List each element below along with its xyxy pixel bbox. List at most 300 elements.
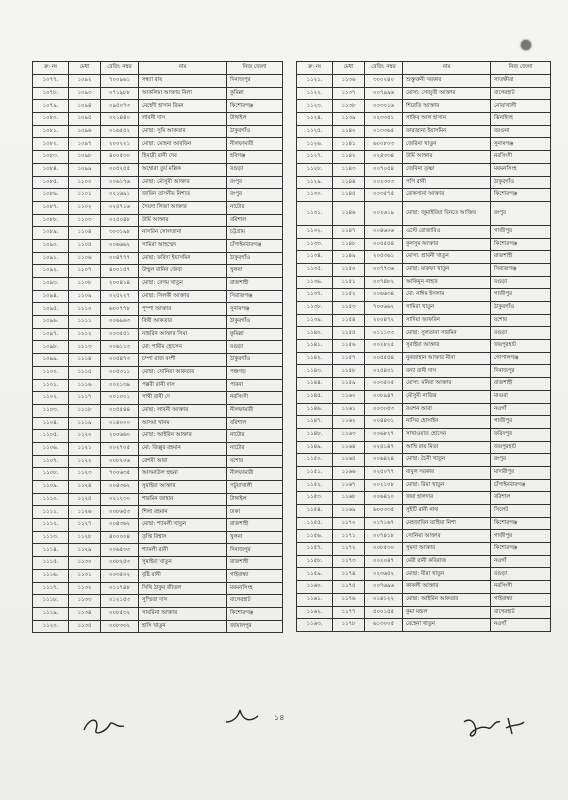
serial-cell: ১১২৯.	[297, 176, 333, 189]
serial-cell: ১১১৬.	[33, 569, 69, 582]
table-row	[33, 87, 283, 100]
merit-cell: ১১৩৬	[333, 75, 365, 88]
serial-cell: ১১৪৯.	[297, 441, 333, 454]
serial-cell: ১১৪৪.	[297, 378, 333, 391]
merit-cell: ১১১৮	[69, 404, 101, 417]
merit-cell: ১১২৪	[69, 481, 101, 494]
district-cell: নাটোর	[227, 430, 283, 443]
merit-cell: ১১২৭	[69, 519, 101, 532]
merit-cell: ১০৯৭	[69, 138, 101, 151]
table-row	[33, 519, 283, 532]
name-cell: নাসরিন সোলতানা	[139, 227, 227, 240]
merit-cell: ১১৫৮	[333, 365, 365, 378]
name-cell: রওশন আরা	[403, 403, 491, 416]
merit-cell: ১১৩৩	[69, 595, 101, 608]
table-row	[297, 492, 551, 505]
serial-cell: ১১৫২.	[297, 479, 333, 492]
merit-cell: ১১৩৫	[69, 620, 101, 633]
reg-cell: ০০৭৬৯৬	[365, 581, 403, 594]
name-cell: সিথি ঠাকুর জীতল	[139, 582, 227, 595]
table-row	[297, 87, 551, 100]
serial-cell: ১১৪৬.	[297, 403, 333, 416]
table-row	[297, 505, 551, 518]
serial-cell: ১১১২.	[33, 519, 69, 532]
district-cell: গাইবান্ধা	[491, 593, 551, 606]
serial-cell: ১০৮৬.	[33, 189, 69, 202]
merit-cell: ১১৪৫	[333, 189, 365, 202]
name-cell: মোছা: শ্যামলী খাতুন	[139, 519, 227, 532]
table-row	[297, 581, 551, 594]
district-cell: ঝিনাইদহ	[491, 113, 551, 126]
merit-cell: ১১৭৬	[333, 593, 365, 606]
name-cell: আকলিমা আক্তার নিলা	[139, 87, 227, 100]
name-cell: মোসা: মনিরা আক্তার	[403, 378, 491, 391]
table-row	[33, 100, 283, 113]
table-row	[297, 352, 551, 365]
serial-cell: ১১০৩.	[33, 404, 69, 417]
district-cell: নরসিংদী	[491, 151, 551, 164]
merit-cell: ১১৬২	[333, 416, 365, 429]
merit-cell: ১১০০	[69, 176, 101, 189]
serial-cell: ১১১০.	[33, 493, 69, 506]
serial-cell: ১১১৭.	[33, 582, 69, 595]
serial-cell: ১১১১.	[33, 506, 69, 519]
district-cell: বগুড়া	[227, 163, 283, 176]
reg-cell: ০০৩০১৬	[365, 100, 403, 113]
name-cell: শারমিন জাহান	[139, 493, 227, 506]
district-cell: বগুড়া	[491, 276, 551, 289]
serial-cell: ১১৩৩.	[297, 238, 333, 251]
name-cell: চম্পা রাজ বংশী	[139, 354, 227, 367]
district-cell: সুনামগঞ্জ	[227, 303, 283, 316]
name-cell: উর্মি আক্তার	[403, 151, 491, 164]
signature-right	[458, 712, 528, 740]
district-cell: বরগুনা	[491, 125, 551, 138]
table-row	[33, 265, 283, 278]
name-cell: নাসির হোসাইন	[403, 416, 491, 429]
name-cell: মেরী রানী কবিরাজ	[403, 555, 491, 568]
table-row	[297, 365, 551, 378]
reg-cell: ০০৪৩৬২	[101, 481, 139, 494]
name-cell: কাকলী আক্তার	[403, 581, 491, 594]
table-row	[33, 417, 283, 430]
reg-cell: ৬১৩০০৫	[365, 619, 403, 632]
serial-cell: ১১৬১.	[297, 593, 333, 606]
name-cell: মেহজাবিন তাহিয়া নিশা	[403, 517, 491, 530]
reg-cell: ০১১১০৩	[365, 327, 403, 340]
merit-cell: ১১৫৭	[333, 352, 365, 365]
table-row	[297, 151, 551, 164]
reg-cell: ২০৫৩৬১	[365, 251, 403, 264]
reg-cell: ০০৬৪১০	[365, 492, 403, 505]
reg-cell: ০১১৭৪৮	[101, 582, 139, 595]
merit-cell: ১১৬৫	[333, 454, 365, 467]
district-cell: কুমিল্লা	[227, 328, 283, 341]
district-cell: ঠাকুরগাঁও	[491, 302, 551, 315]
reg-cell: ০২১৬৯১	[101, 189, 139, 202]
table-header	[297, 62, 551, 75]
district-cell: বগুড়া	[491, 568, 551, 581]
merit-cell: ১০৯৫	[69, 113, 101, 126]
reg-cell: ০২৫৪০১	[365, 365, 403, 378]
table-row	[33, 303, 283, 316]
district-cell: ময়মনসিংহ	[491, 163, 551, 176]
district-cell: খুলনা	[227, 265, 283, 278]
serial-cell: ১১৫৭.	[297, 543, 333, 556]
name-cell: মোছা: মারুফা খাতুন	[403, 263, 491, 276]
district-cell: মাদারীপুর	[491, 466, 551, 479]
table-row	[33, 290, 283, 303]
serial-cell: ১১৫১.	[297, 466, 333, 479]
name-cell: হিমাদ্রী রানী দেব	[139, 151, 227, 164]
district-cell: গাজীপুর	[491, 289, 551, 302]
district-cell: রংপুর	[227, 176, 283, 189]
reg-cell: ০০৪৭৭৭	[101, 252, 139, 265]
district-cell: বরিশাল	[227, 214, 283, 227]
district-cell: যশোর	[227, 455, 283, 468]
reg-cell: ০৭১৯৮৮	[101, 87, 139, 100]
reg-cell: ৪০০৫৩০	[101, 151, 139, 164]
district-cell: কিশোরগঞ্জ	[491, 189, 551, 202]
reg-cell: ০০৮৯৪৭	[365, 390, 403, 403]
table-row	[33, 201, 283, 214]
serial-cell: ১১৩০.	[297, 189, 333, 202]
table-row	[33, 227, 283, 240]
merit-cell: ১১৪৩	[333, 163, 365, 176]
serial-cell: ১১০১.	[33, 379, 69, 392]
table-row	[297, 189, 551, 202]
serial-cell: ১১০৫.	[33, 430, 69, 443]
name-cell: উর্মি আক্তার	[139, 214, 227, 227]
merit-cell: ১১৫১	[333, 276, 365, 289]
table-row	[33, 455, 283, 468]
merit-cell: ১১৬১	[333, 403, 365, 416]
table-row	[33, 125, 283, 138]
reg-cell: ০০২৬১৯	[365, 201, 403, 225]
reg-cell: ৩০০২৪০	[365, 75, 403, 88]
table-row	[33, 113, 283, 126]
merit-cell: ১১৭১	[333, 530, 365, 543]
table-row	[297, 543, 551, 556]
reg-cell: ০০৫৫৫৪	[365, 238, 403, 251]
serial-cell: ১১৪৫.	[297, 390, 333, 403]
serial-cell: ১০৯২.	[33, 265, 69, 278]
name-cell: সুইটি রানী নাথ	[403, 505, 491, 518]
name-cell: এস্টে রোজারিও	[403, 225, 491, 238]
serial-cell: ১০৯৪.	[33, 290, 69, 303]
district-cell: সাতক্ষীরা	[491, 75, 551, 88]
serial-cell: ১১২১.	[297, 75, 333, 88]
table-row	[297, 606, 551, 619]
district-cell: ময়মনসিংহ	[227, 582, 283, 595]
serial-cell: ১০৯৫.	[33, 303, 69, 316]
name-cell: কুমা মন্ডল	[403, 606, 491, 619]
name-cell: মোছা: সুমি আকতার	[139, 125, 227, 138]
table-row	[297, 100, 551, 113]
reg-cell: ৫০০১৫৫	[365, 606, 403, 619]
district-cell: দিনাজপুর	[227, 75, 283, 88]
table-row	[297, 517, 551, 530]
serial-cell: ১০৯০.	[33, 239, 69, 252]
district-cell: কিশোরগঞ্জ	[491, 543, 551, 556]
name-cell: মোসা: শ্রাবনী খাতুন	[403, 251, 491, 264]
reg-cell: ০২৫০৭৭	[365, 466, 403, 479]
district-cell: বাগেরহাট	[491, 87, 551, 100]
table-row	[297, 593, 551, 606]
reg-cell: ০০৫২৫৫	[101, 163, 139, 176]
name-cell: মৌসুমী নাজির	[403, 390, 491, 403]
serial-cell: ১০৮৩.	[33, 151, 69, 164]
table-row	[297, 225, 551, 238]
merit-cell: ১১৬০	[333, 390, 365, 403]
district-cell: জয়পুরহাট	[491, 340, 551, 353]
reg-cell: ০০৭০৫৪	[365, 163, 403, 176]
table-row	[33, 544, 283, 557]
table-row	[297, 428, 551, 441]
merit-cell: ১১৪৮	[333, 238, 365, 251]
serial-cell: ১০৮১.	[33, 125, 69, 138]
reg-cell: ০০৩৫০৫	[365, 378, 403, 391]
right-results-table	[296, 61, 551, 632]
serial-cell: ১১৩২.	[297, 225, 333, 238]
reg-cell: ০০২১০৮	[365, 479, 403, 492]
table-row	[33, 316, 283, 329]
district-cell: ঠাকুরগাঁও	[227, 354, 283, 367]
name-cell: নাছরিন আক্তার সিমা	[139, 328, 227, 341]
district-cell: মাগুরা	[491, 390, 551, 403]
serial-cell: ১১৫৪.	[297, 505, 333, 518]
merit-cell: ১১২৫	[69, 493, 101, 506]
name-cell: শ্যামলী রানী	[139, 544, 227, 557]
table-row	[297, 555, 551, 568]
district-cell: রাজশাহী	[227, 557, 283, 570]
serial-cell: ১১৪৩.	[297, 365, 333, 378]
serial-cell: ১০৯৬.	[33, 316, 69, 329]
district-cell: সিরাজগঞ্জ	[491, 263, 551, 276]
header-name: নাম	[139, 62, 227, 75]
name-cell: পল্লবী রানী দাস	[139, 379, 227, 392]
header-name: নাম	[403, 62, 491, 75]
district-cell: গোপালগঞ্জ	[491, 352, 551, 365]
table-row	[297, 176, 551, 189]
name-cell: মেহেদী হাসান রিমন	[139, 100, 227, 113]
table-row	[33, 468, 283, 481]
name-cell: বাবুল সরকার	[403, 466, 491, 479]
merit-cell: ১১১৭	[69, 392, 101, 405]
serial-cell: ১০৭৮.	[33, 87, 69, 100]
district-cell: বগুড়া	[491, 327, 551, 340]
name-cell: মোছা: বেগম খাতুন	[139, 278, 227, 291]
reg-cell: ৭০০৯৬১	[101, 75, 139, 88]
district-cell: সিরাজগঞ্জ	[227, 290, 283, 303]
merit-cell: ১১০৬	[69, 252, 101, 265]
reg-cell: ০০২৭০৫	[101, 442, 139, 455]
serial-cell: ১১৩৭.	[297, 289, 333, 302]
reg-cell: ৬০০৮০৩	[365, 138, 403, 151]
name-cell: মোছা: আইরিন আকতার	[403, 593, 491, 606]
district-cell: জয়পুরহাট	[491, 441, 551, 454]
serial-cell: ১১২৮.	[297, 163, 333, 176]
district-cell: হবিগঞ্জ	[227, 151, 283, 164]
district-cell: কিশোরগঞ্জ	[227, 607, 283, 620]
district-cell: ঠাকুরগাঁও	[227, 316, 283, 329]
serial-cell: ১১৩১.	[297, 201, 333, 225]
table-row	[33, 239, 283, 252]
reg-cell: ০২৫৭১৬	[101, 201, 139, 214]
name-cell: সুমনা আক্তার	[403, 543, 491, 556]
reg-cell: ০০৫৫৪৪	[101, 404, 139, 417]
reg-cell: ০০৮৫৩০	[365, 543, 403, 556]
serial-cell: ১১৫৩.	[297, 492, 333, 505]
reg-cell: ৭০০৬৩৫	[101, 468, 139, 481]
name-cell: মোছা: মোহনা আরফিন	[139, 138, 227, 151]
district-cell: পটুয়াখালী	[227, 481, 283, 494]
reg-cell: ২০০৪৭২	[365, 314, 403, 327]
name-cell: মোছা: সিলকী আক্তার	[139, 290, 227, 303]
table-row	[33, 557, 283, 570]
merit-cell: ১১৩২	[69, 582, 101, 595]
table-row	[297, 416, 551, 429]
reg-cell: ৪০০১৫৭	[101, 265, 139, 278]
merit-cell: ১১১০	[69, 303, 101, 316]
serial-cell: ১০৯৮.	[33, 341, 69, 354]
table-row	[33, 493, 283, 506]
table-row	[33, 531, 283, 544]
district-cell: ঠাকুরগাঁও	[491, 176, 551, 189]
reg-cell: ০০১০০১	[101, 392, 139, 405]
district-cell: রাজশাহী	[491, 378, 551, 391]
table-row	[297, 289, 551, 302]
merit-cell: ১১৪৭	[333, 225, 365, 238]
serial-cell: ১১৩৯.	[297, 314, 333, 327]
name-cell: সাখাওয়াত হোসেন	[403, 428, 491, 441]
name-cell: সুস্মিতা দাস	[139, 595, 227, 608]
reg-cell: ০০৩৫৭৫	[365, 189, 403, 202]
name-cell: মো: শামীম হোসেন	[139, 341, 227, 354]
reg-cell: ০০৪৩৬২	[101, 519, 139, 532]
merit-cell: ১১১২	[69, 328, 101, 341]
district-cell: গাজীপুর	[491, 530, 551, 543]
table-row	[33, 75, 283, 88]
serial-cell: ১১২৭.	[297, 151, 333, 164]
serial-cell: ১০৭৭.	[33, 75, 69, 88]
serial-cell: ১১৪৮.	[297, 428, 333, 441]
header-district: নিজ জেলা	[491, 62, 551, 75]
table-row	[33, 163, 283, 176]
merit-cell: ১১৬৬	[333, 466, 365, 479]
reg-cell: ০০৬৬৬২	[101, 239, 139, 252]
serial-cell: ১১৩৫.	[297, 263, 333, 276]
table-row	[297, 340, 551, 353]
name-cell: কুলসুম আক্তার	[403, 238, 491, 251]
merit-cell: ১১৬৭	[333, 479, 365, 492]
name-cell: রোকসানা আক্তার	[403, 189, 491, 202]
name-cell: জয়া হালদার	[403, 492, 491, 505]
reg-cell: ০১৬৫৫২	[101, 125, 139, 138]
district-cell: নাটোর	[227, 442, 283, 455]
name-cell: সামিরা খাতুন	[403, 302, 491, 315]
serial-cell: ১১৫৮.	[297, 555, 333, 568]
serial-cell: ১১২০.	[33, 620, 69, 633]
reg-cell: ০০২৮২৫	[365, 340, 403, 353]
table-row	[297, 251, 551, 264]
district-cell: পঞ্চগড়	[227, 366, 283, 379]
reg-cell: ০০২৩০৩	[365, 176, 403, 189]
merit-cell: ১১০৪	[69, 227, 101, 240]
serial-cell: ১১৪২.	[297, 352, 333, 365]
reg-cell: ০২৫১৪৭	[365, 441, 403, 454]
serial-cell: ১০৮৪.	[33, 163, 69, 176]
serial-cell: ১১৫৯.	[297, 568, 333, 581]
reg-cell: ০০৮৩৩২	[101, 620, 139, 633]
merit-cell: ১১২৯	[69, 544, 101, 557]
reg-cell: ০২৫০৪৮	[101, 214, 139, 227]
merit-cell: ১১৪৪	[333, 176, 365, 189]
reg-cell: ০০৭৯৯৬	[365, 87, 403, 100]
table-row	[297, 479, 551, 492]
table-row	[297, 466, 551, 479]
serial-cell: ১১৪৭.	[297, 416, 333, 429]
merit-cell: ১১৫৯	[333, 378, 365, 391]
district-cell: নীলফামারী	[227, 138, 283, 151]
reg-cell: ০১৩৩৬৫	[365, 125, 403, 138]
table-row	[33, 151, 283, 164]
merit-cell: ১১৩০	[69, 557, 101, 570]
name-cell: মোছা: জুমাইরিয়া বিনতে আক্তির	[403, 201, 491, 225]
serial-cell: ১১১৩.	[33, 531, 69, 544]
merit-cell: ১১১৬	[69, 379, 101, 392]
name-cell: সাবরিনা আক্তার	[139, 607, 227, 620]
merit-cell: ১১৭৭	[333, 606, 365, 619]
district-cell: নীলফামারী	[227, 404, 283, 417]
table-row	[33, 328, 283, 341]
name-cell: লাবনী দাস	[139, 113, 227, 126]
serial-cell: ১০৮৭.	[33, 201, 69, 214]
reg-cell: ৪০০০০৪	[101, 531, 139, 544]
district-cell: বরিশাল	[227, 417, 283, 430]
punch-hole	[521, 40, 531, 50]
merit-cell: ১০৯৪	[69, 100, 101, 113]
reg-cell: ০০২০৪৭	[365, 555, 403, 568]
name-cell: জেরিনা খাতুন	[403, 138, 491, 151]
reg-cell: ০০৬৬৩৪	[365, 289, 403, 302]
district-cell: কিশোরগঞ্জ	[491, 238, 551, 251]
left-results-table	[32, 61, 283, 633]
reg-cell: ০০৭৭৩৬	[365, 263, 403, 276]
name-cell: বৃষ্টি রানী	[139, 569, 227, 582]
page-number: ১৪	[274, 713, 285, 722]
reg-cell: ০০৫৪৭৩	[101, 354, 139, 367]
merit-cell: ১১৫৫	[333, 327, 365, 340]
header-serial: ক্র: নং	[33, 62, 69, 75]
serial-cell: ১১২৫.	[297, 125, 333, 138]
serial-cell: ১১২৬.	[297, 138, 333, 151]
name-cell: জেবিনা তৃষ্ণা	[403, 163, 491, 176]
reg-cell: ০২৪৩৩৪	[365, 151, 403, 164]
table-row	[33, 341, 283, 354]
reg-cell: ২০০২২১	[101, 138, 139, 151]
district-cell: বরিশাল	[491, 492, 551, 505]
table-row	[33, 278, 283, 291]
table-row	[33, 442, 283, 455]
merit-cell: ১১৬৩	[333, 428, 365, 441]
table-row	[33, 214, 283, 227]
table-row	[33, 138, 283, 151]
table-row	[297, 441, 551, 454]
serial-cell: ১১২২.	[297, 87, 333, 100]
merit-cell: ১১০৯	[69, 290, 101, 303]
serial-cell: ১১৩৪.	[297, 251, 333, 264]
